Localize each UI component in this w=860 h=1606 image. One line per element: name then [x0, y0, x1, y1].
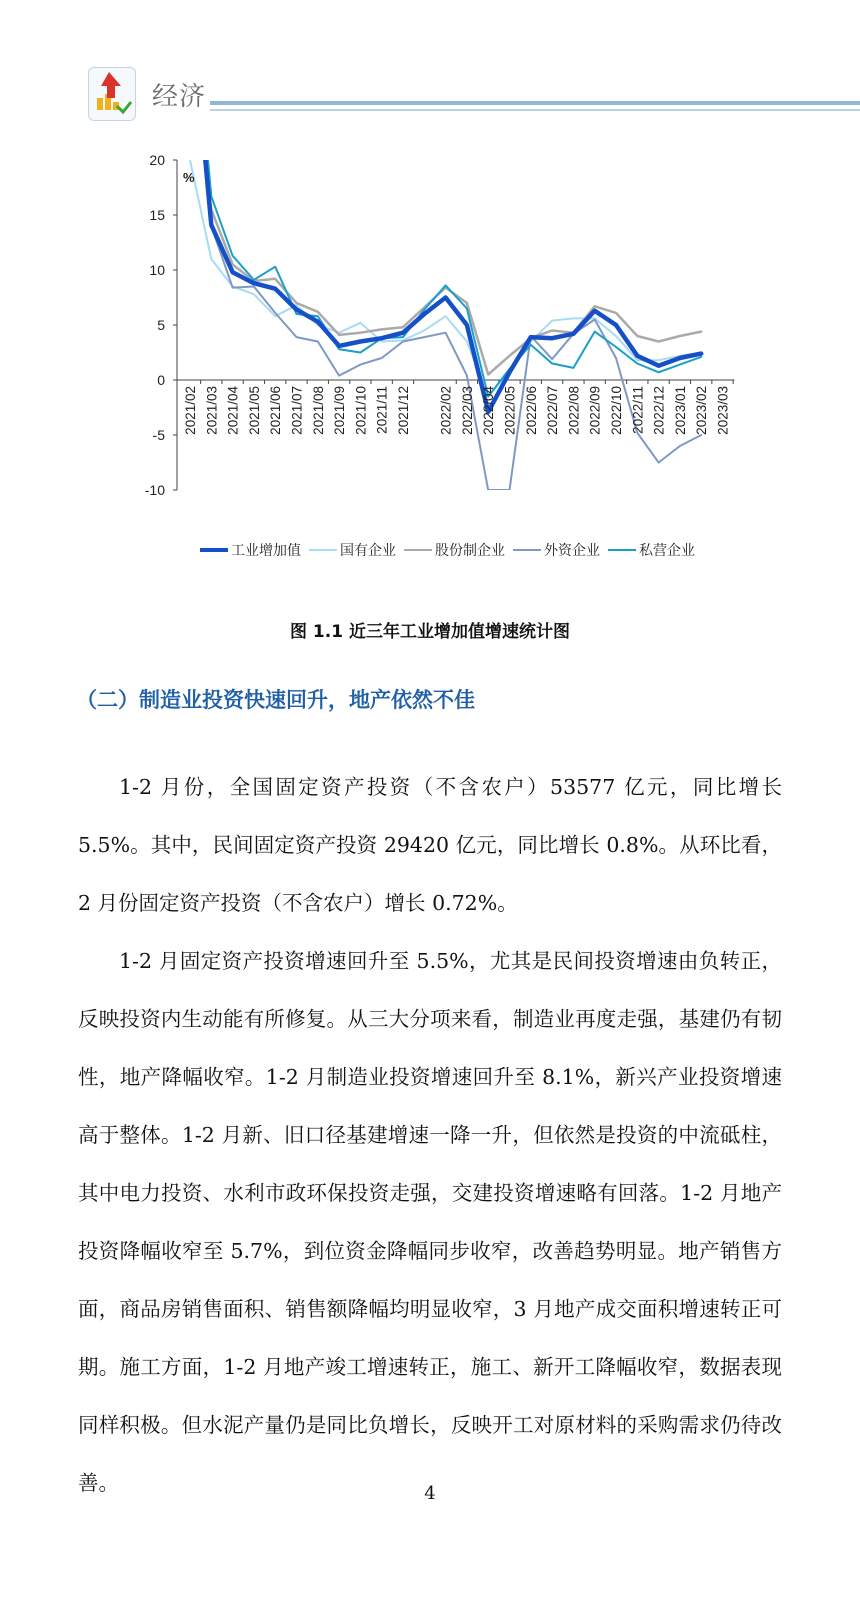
figure-caption: 图 1.1 近三年工业增加值增速统计图: [290, 622, 570, 642]
x-tick-label: 2021/04: [225, 386, 241, 435]
paragraph-investment-analysis: 1-2 月固定资产投资增速回升至 5.5%，尤其是民间投资增速由负转正，反映投资内生动能有所修复。从三大分项来看，制造业再度走强，基建仍有韧性，地产降幅收窄。1-2 月制造业投资增速回升至 8.1%，新兴产业投资增速高于整体。1-2 月新、旧口径基建增速一降一升，但依然是投资的中流砥柱，其中电力投资、水利市政环保投资走强，交建投资增速略有回落。1-2 月地产投资降幅收窄至 5.7%，到位资金降幅同步收窄，改善趋势明显。地产销售方面，商品房销售面积、销售额降幅均明显收窄，3 月地产成交面积增速转正可期。施工方面，1-2 月地产竣工增速转正，施工、新开工降幅收窄，数据表现同样积极。但水泥产量仍是同比负增长，反映开工对原材料的采购需求仍待改善。: [78, 949, 782, 1495]
legend-swatch: [513, 549, 541, 552]
x-tick-label: 2022/11: [630, 386, 646, 434]
x-tick-label: 2022/07: [545, 386, 561, 435]
legend-item: [404, 540, 505, 560]
y-tick-label: 10: [149, 262, 165, 278]
series-line-3: [190, 150, 701, 490]
y-tick-label: 5: [157, 317, 165, 333]
series-line-1: [190, 160, 701, 397]
legend-swatch: [608, 549, 636, 552]
x-tick-label: 2021/09: [332, 386, 348, 435]
legend-label: 国有企业: [340, 543, 396, 559]
chart-legend: [200, 540, 703, 560]
x-tick-label: 2022/05: [502, 386, 518, 435]
x-tick-label: 2022/04: [481, 386, 497, 435]
x-tick-label: 2021/06: [268, 386, 284, 435]
x-tick-label: 2021/10: [353, 386, 369, 435]
legend-label: 私营企业: [639, 543, 695, 559]
x-tick-label: 2021/03: [204, 386, 220, 435]
y-tick-label: -10: [144, 482, 165, 498]
x-tick-label: 2022/06: [523, 386, 539, 435]
y-axis-unit-label: %: [183, 170, 195, 185]
header-divider: [210, 101, 860, 105]
section-heading: （二）制造业投资快速回升，地产依然不佳: [76, 688, 475, 712]
x-tick-label: 2021/12: [396, 386, 411, 435]
y-tick-label: 20: [149, 152, 165, 168]
x-tick-label: 2023/01: [672, 386, 688, 435]
legend-item: [200, 540, 301, 560]
x-tick-label: 2022/03: [459, 386, 475, 435]
paragraph-investment-overview: 1-2 月份，全国固定资产投资（不含农户）53577 亿元，同比增长 5.5%。其中，民间固定资产投资 29420 亿元，同比增长 0.8%。从环比看，2 月份固定资产投资（不含农户）增长 0.72%。: [78, 775, 782, 915]
x-tick-label: 2021/02: [183, 386, 198, 435]
x-tick-label: 2023/02: [694, 386, 710, 435]
series-line-4: [190, 150, 701, 397]
x-tick-label: 2022/09: [587, 386, 603, 435]
legend-item: [608, 540, 695, 560]
y-tick-label: 15: [149, 207, 165, 223]
legend-swatch: [404, 549, 432, 552]
header-divider-thin: [210, 109, 860, 111]
series-line-0: [190, 150, 701, 412]
header-title: 经济: [152, 82, 207, 112]
x-tick-label: 2022/08: [566, 386, 582, 435]
y-tick-label: 0: [157, 372, 165, 388]
x-tick-label: 2021/07: [289, 386, 305, 435]
legend-item: [513, 540, 600, 560]
x-tick-label: 2022/10: [609, 386, 624, 435]
industrial-growth-chart: [140, 150, 740, 510]
legend-label: 工业增加值: [231, 543, 301, 559]
y-tick-label: -5: [152, 427, 165, 443]
x-tick-label: 2021/05: [246, 386, 262, 435]
x-tick-label: 2023/03: [715, 386, 731, 435]
legend-label: 股份制企业: [435, 543, 505, 559]
legend-swatch: [200, 548, 228, 552]
legend-item: [309, 540, 396, 560]
x-tick-label: 2021/11: [374, 386, 390, 434]
page-number: 4: [424, 1483, 436, 1504]
x-tick-label: 2022/02: [438, 386, 454, 435]
legend-swatch: [309, 549, 337, 552]
legend-label: 外资企业: [544, 543, 600, 559]
x-tick-label: 2021/08: [310, 386, 326, 435]
economy-logo-icon: [88, 67, 136, 121]
x-tick-label: 2022/12: [651, 386, 667, 435]
